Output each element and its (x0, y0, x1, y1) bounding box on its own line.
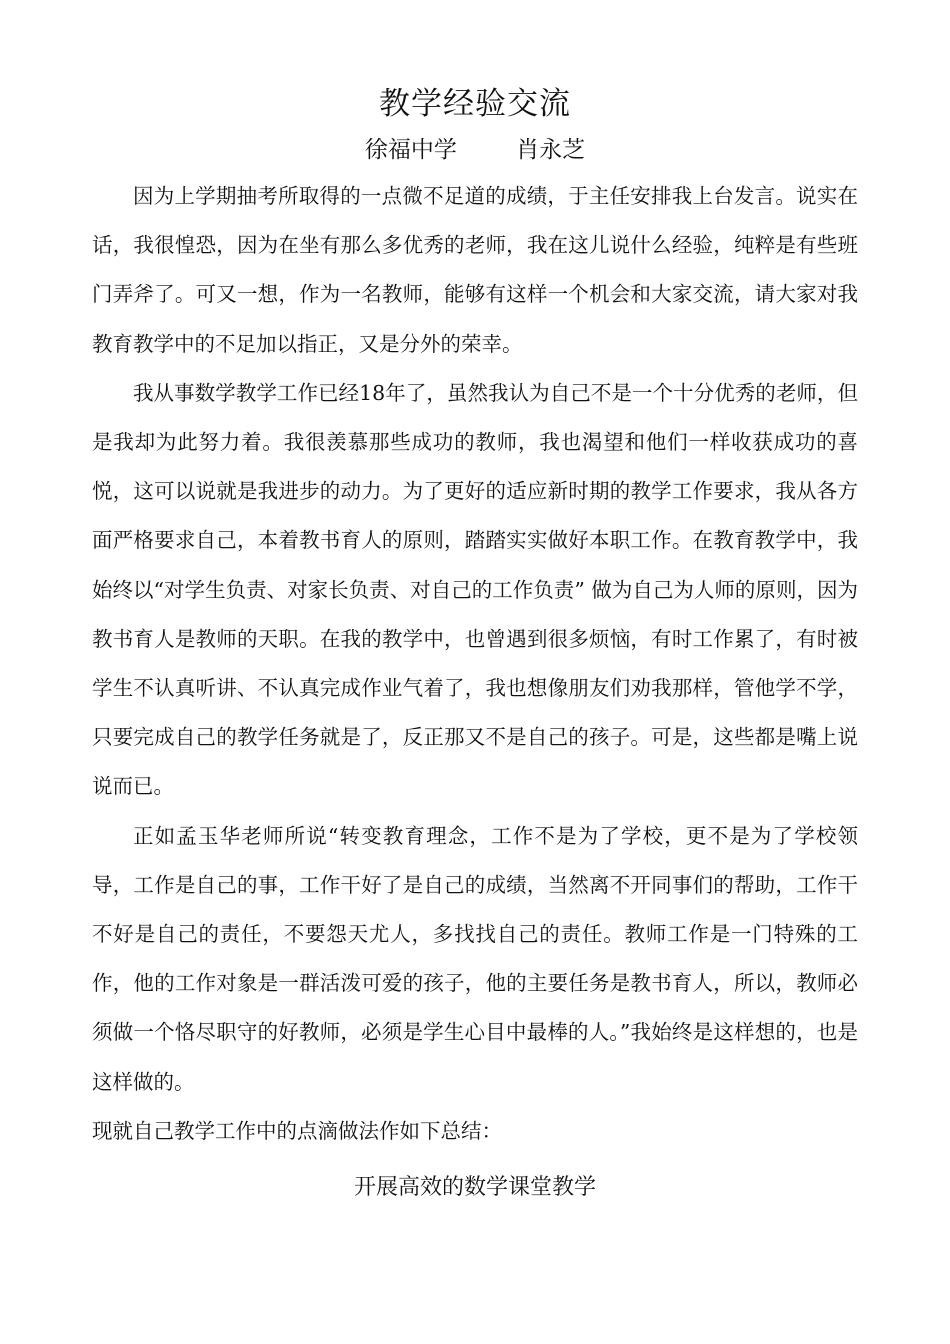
school-name: 徐福中学 (364, 137, 457, 163)
byline (92, 132, 858, 168)
author-name: 肖永芝 (516, 137, 586, 163)
paragraph-2: 我从事数学教学工作已经18年了，虽然我认为自己不是一个十分优秀的老师，但是我却为此努力着。我很羡慕那些成功的教师，我也渴望和他们一样收获成功的喜悦，这可以说就是我进步的动力。为了更好的适应新时期的教学工作要求，我从各方面严格要求自己，本着教书育人的原则，踏踏实实做好本职工作。在教育教学中，我始终以“对学生负责、对家长负责、对自己的工作负责” 做为自己为人师的原则，因为教书育人是教师的天职。在我的教学中，也曾遇到很多烦恼，有时工作累了，有时被学生不认真听讲、不认真完成作业气着了，我也想像朋友们劝我那样，管他学不学，只要完成自己的教学任务就是了，反正那又不是自己的孩子。可是，这些都是嘴上说说而已。 (92, 380, 858, 799)
paragraph-1: 因为上学期抽考所取得的一点微不足道的成绩，于主任安排我上台发言。说实在话，我很惶恐，因为在坐有那么多优秀的老师，我在这儿说什么经验，纯粹是有些班门弄斧了。可又一想，作为一名教师，能够有这样一个机会和大家交流，请大家对我教育教学中的不足加以指正，又是分外的荣幸。 (92, 184, 858, 356)
document-page (92, 72, 858, 1210)
paragraph-3: 正如孟玉华老师所说“转变教育理念，工作不是为了学校，更不是为了学校领导，工作是自己的事，工作干好了是自己的成绩，当然离不开同事们的帮助，工作干不好是自己的责任，不要怨天尤人，多找找自己的责任。教师工作是一门特殊的工作，他的工作对象是一群活泼可爱的孩子，他的主要任务是教书育人，所以，教师必须做一个恪尽职守的好教师，必须是学生心目中最棒的人。”我始终是这样想的，也是这样做的。 (92, 823, 858, 1094)
document-title: 教学经验交流 (379, 86, 571, 122)
section-title: 开展高效的数学课堂教学 (353, 1175, 596, 1201)
summary-line: 现就自己教学工作中的点滴做法作如下总结： (92, 1118, 502, 1143)
